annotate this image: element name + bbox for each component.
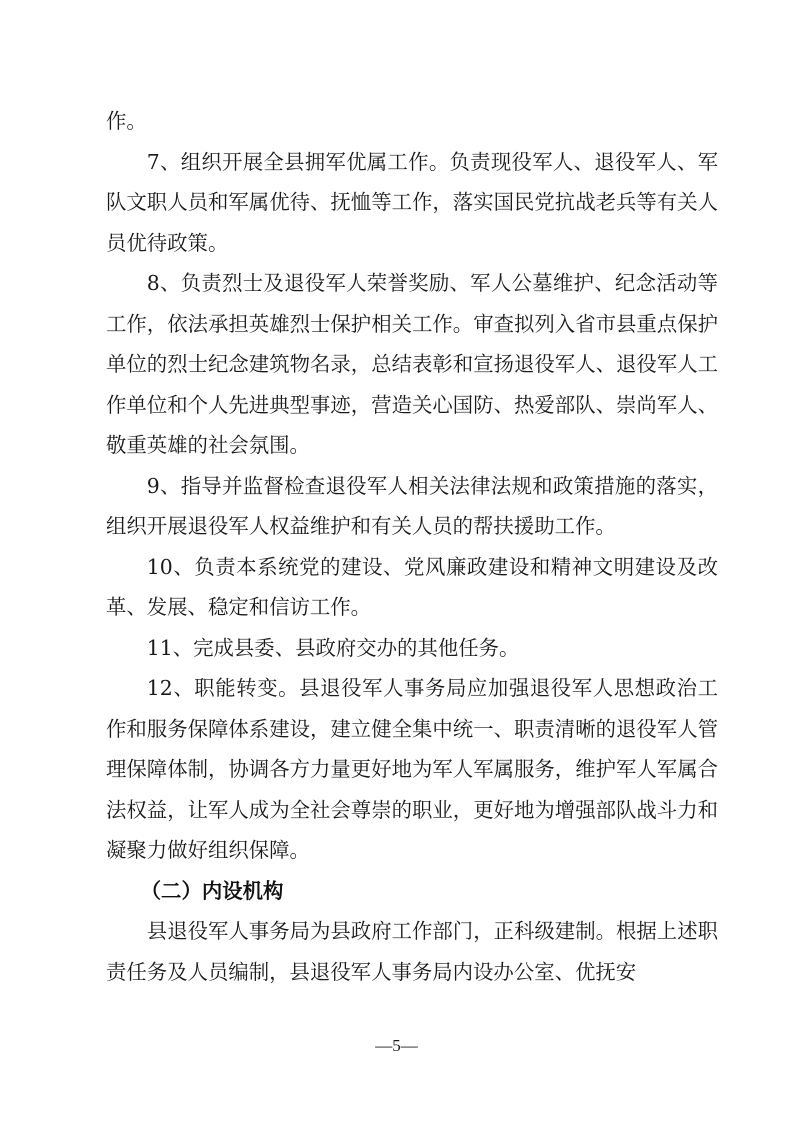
section-heading: （二）内设机构 bbox=[140, 878, 284, 903]
document-body bbox=[106, 101, 718, 992]
page-number: —5— bbox=[375, 1036, 418, 1055]
paragraph-continuation: 作。 bbox=[106, 109, 147, 133]
paragraph-item-12: 12、职能转变。县退役军人事务局应加强退役军人思想政治工作和服务保障体系建设，建立健全集中统一、职责清晰的退役军人管理保障体制，协调各方力量更好地为军人军属服务，维护军人军属合法权益，让军人成为全社会尊崇的职业，更好地为增强部队战斗力和凝聚力做好组织保障。 bbox=[106, 676, 718, 862]
paragraph-item-10: 10、负责本系统党的建设、党风廉政建设和精神文明建设及改革、发展、稳定和信访工作。 bbox=[106, 554, 718, 619]
paragraph-item-9: 9、指导并监督检查退役军人相关法律法规和政策措施的落实，组织开展退役军人权益维护和有关人员的帮扶援助工作。 bbox=[106, 473, 718, 538]
paragraph-item-7: 7、组织开展全县拥军优属工作。负责现役军人、退役军人、军队文职人员和军属优待、抚恤等工作，落实国民党抗战老兵等有关人员优待政策。 bbox=[106, 149, 718, 255]
paragraph-internal-structure: 县退役军人事务局为县政府工作部门，正科级建制。根据上述职责任务及人员编制，县退役军人事务局内设办公室、优抚安 bbox=[106, 919, 718, 984]
paragraph-item-8: 8、负责烈士及退役军人荣誉奖励、军人公墓维护、纪念活动等工作，依法承担英雄烈士保护相关工作。审查拟列入省市县重点保护单位的烈士纪念建筑物名录，总结表彰和宣扬退役军人、退役军人工作单位和个人先进典型事迹，营造关心国防、热爱部队、崇尚军人、敬重英雄的社会氛围。 bbox=[106, 271, 718, 457]
paragraph-item-11: 11、完成县委、县政府交办的其他任务。 bbox=[146, 635, 520, 660]
